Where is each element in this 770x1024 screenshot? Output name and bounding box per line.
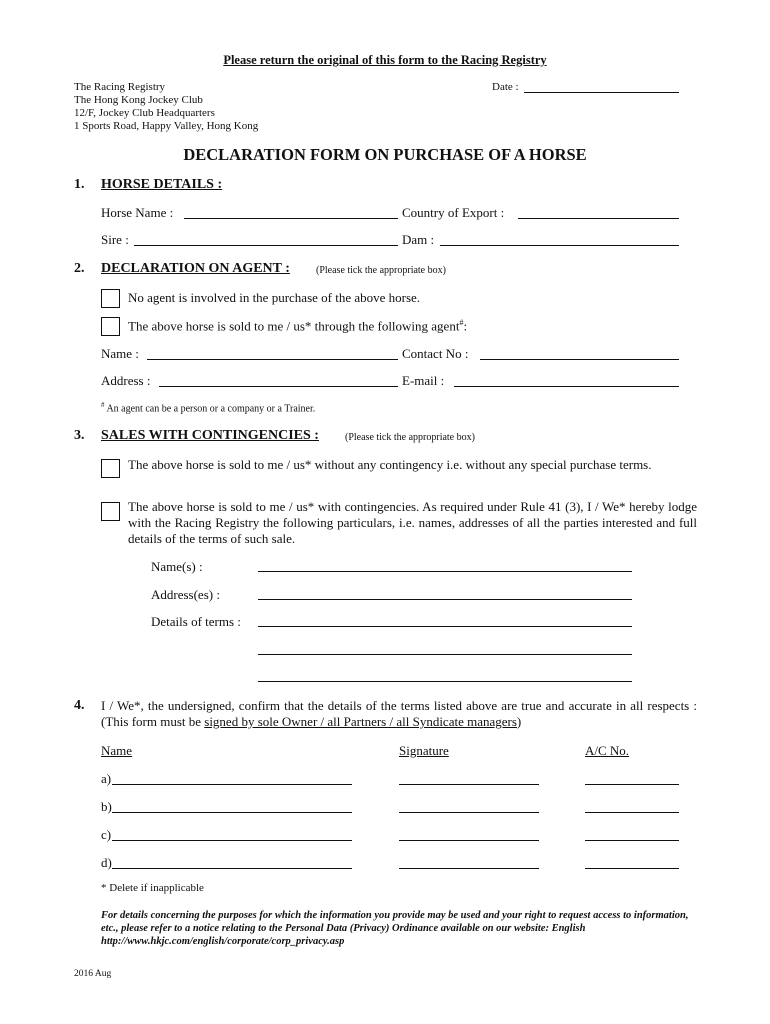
country-export-label: Country of Export : (402, 205, 505, 220)
club-name: The Hong Kong Jockey Club (74, 94, 203, 106)
section1-number: 1. (74, 177, 85, 192)
row-c-signature-field[interactable] (399, 840, 539, 841)
signing-requirement: signed by sole Owner / all Partners / all Syndicate managers (204, 714, 517, 729)
row-d-signature-field[interactable] (399, 868, 539, 869)
section4-text-main: I / We*, the undersigned, confirm that the details of the terms listed above are true and accurate in all respects : (This form must be (101, 698, 697, 729)
col-ac-header: A/C No. (585, 743, 630, 758)
row-d-name-field[interactable] (112, 868, 352, 869)
section4-text-end: ) (516, 714, 522, 729)
country-export-field[interactable] (518, 218, 679, 219)
addresses-field[interactable] (258, 599, 632, 600)
row-a-label: a) (101, 771, 112, 786)
email-field[interactable] (454, 386, 679, 387)
section3-heading: SALES WITH CONTINGENCIES : (101, 428, 319, 443)
contact-no-label: Contact No : (402, 346, 469, 361)
with-agent-text-main: The above horse is sold to me / us* through the following agent (128, 318, 460, 334)
row-c-name-field[interactable] (112, 840, 352, 841)
date-label: Date : (492, 81, 519, 93)
details-terms-label: Details of terms : (151, 614, 241, 629)
row-b-name-field[interactable] (112, 812, 352, 813)
agent-name-label: Name : (101, 346, 139, 361)
col-signature-header: Signature (399, 743, 449, 758)
horse-name-field[interactable] (184, 218, 398, 219)
delete-note: * Delete if inapplicable (101, 882, 204, 894)
with-agent-checkbox[interactable] (101, 317, 120, 336)
section1-heading: HORSE DETAILS : (101, 177, 223, 192)
sire-field[interactable] (134, 245, 398, 246)
details-terms-field-2[interactable] (258, 654, 632, 655)
dam-label: Dam : (402, 232, 435, 247)
date-field[interactable] (524, 92, 679, 93)
row-a-signature-field[interactable] (399, 784, 539, 785)
row-a-name-field[interactable] (112, 784, 352, 785)
details-terms-field-3[interactable] (258, 681, 632, 682)
registry-name: The Racing Registry (74, 81, 166, 93)
row-b-signature-field[interactable] (399, 812, 539, 813)
with-agent-colon: : (463, 318, 468, 334)
section4-number: 4. (74, 698, 85, 713)
agent-footnote-mark: # (459, 318, 464, 327)
details-terms-field-1[interactable] (258, 626, 632, 627)
no-contingency-checkbox[interactable] (101, 459, 120, 478)
return-notice: Please return the original of this form to the Racing Registry (223, 53, 547, 67)
section4-text (101, 698, 697, 730)
sire-label: Sire : (101, 232, 129, 247)
section3-note: (Please tick the appropriate box) (345, 432, 475, 443)
section2-note: (Please tick the appropriate box) (316, 265, 446, 276)
with-contingency-checkbox[interactable] (101, 502, 120, 521)
section3-number: 3. (74, 428, 85, 443)
email-label: E-mail : (402, 373, 445, 388)
agent-address-field[interactable] (159, 386, 398, 387)
row-b-label: b) (101, 799, 112, 814)
row-b-ac-field[interactable] (585, 812, 679, 813)
agent-footnote (101, 401, 315, 414)
section2-heading: DECLARATION ON AGENT : (101, 261, 290, 276)
row-a-ac-field[interactable] (585, 784, 679, 785)
row-c-label: c) (101, 827, 112, 842)
no-agent-checkbox[interactable] (101, 289, 120, 308)
agent-footnote-text: An agent can be a person or a company or a Trainer. (106, 403, 316, 415)
contact-no-field[interactable] (480, 359, 679, 360)
with-contingency-text: The above horse is sold to me / us* with contingencies. As required under Rule 41 (3), I / We* hereby lodge with the Racing Registry the following particulars, i.e. names, addresses of all the parties interested and full details of the terms of such sale. (128, 499, 697, 546)
row-c-ac-field[interactable] (585, 840, 679, 841)
agent-address-label: Address : (101, 373, 151, 388)
no-contingency-text: The above horse is sold to me / us* without any contingency i.e. without any special purchase terms. (128, 457, 652, 472)
agent-name-field[interactable] (147, 359, 398, 360)
names-label: Name(s) : (151, 559, 203, 574)
agent-footnote-symbol: # (101, 401, 105, 409)
horse-name-label: Horse Name : (101, 205, 174, 220)
row-d-ac-field[interactable] (585, 868, 679, 869)
section2-number: 2. (74, 261, 85, 276)
row-d-label: d) (101, 855, 112, 870)
street-address: 1 Sports Road, Happy Valley, Hong Kong (74, 120, 259, 132)
privacy-note: For details concerning the purposes for which the information you provide may be used and your right to request access to information, etc., please refer to a notice relating to the Personal Data (Privacy) Ordinance available on our website: English http://www.hkjc.com/english/corporate/corp_privacy.asp (101, 910, 689, 947)
with-agent-text (128, 318, 467, 334)
col-name-header: Name (101, 743, 133, 758)
addresses-label: Address(es) : (151, 587, 220, 602)
form-title: DECLARATION FORM ON PURCHASE OF A HORSE (183, 145, 587, 164)
footer-date: 2016 Aug (74, 969, 112, 979)
names-field[interactable] (258, 571, 632, 572)
building-name: 12/F, Jockey Club Headquarters (74, 107, 215, 119)
dam-field[interactable] (440, 245, 679, 246)
no-agent-text: No agent is involved in the purchase of the above horse. (128, 290, 421, 305)
